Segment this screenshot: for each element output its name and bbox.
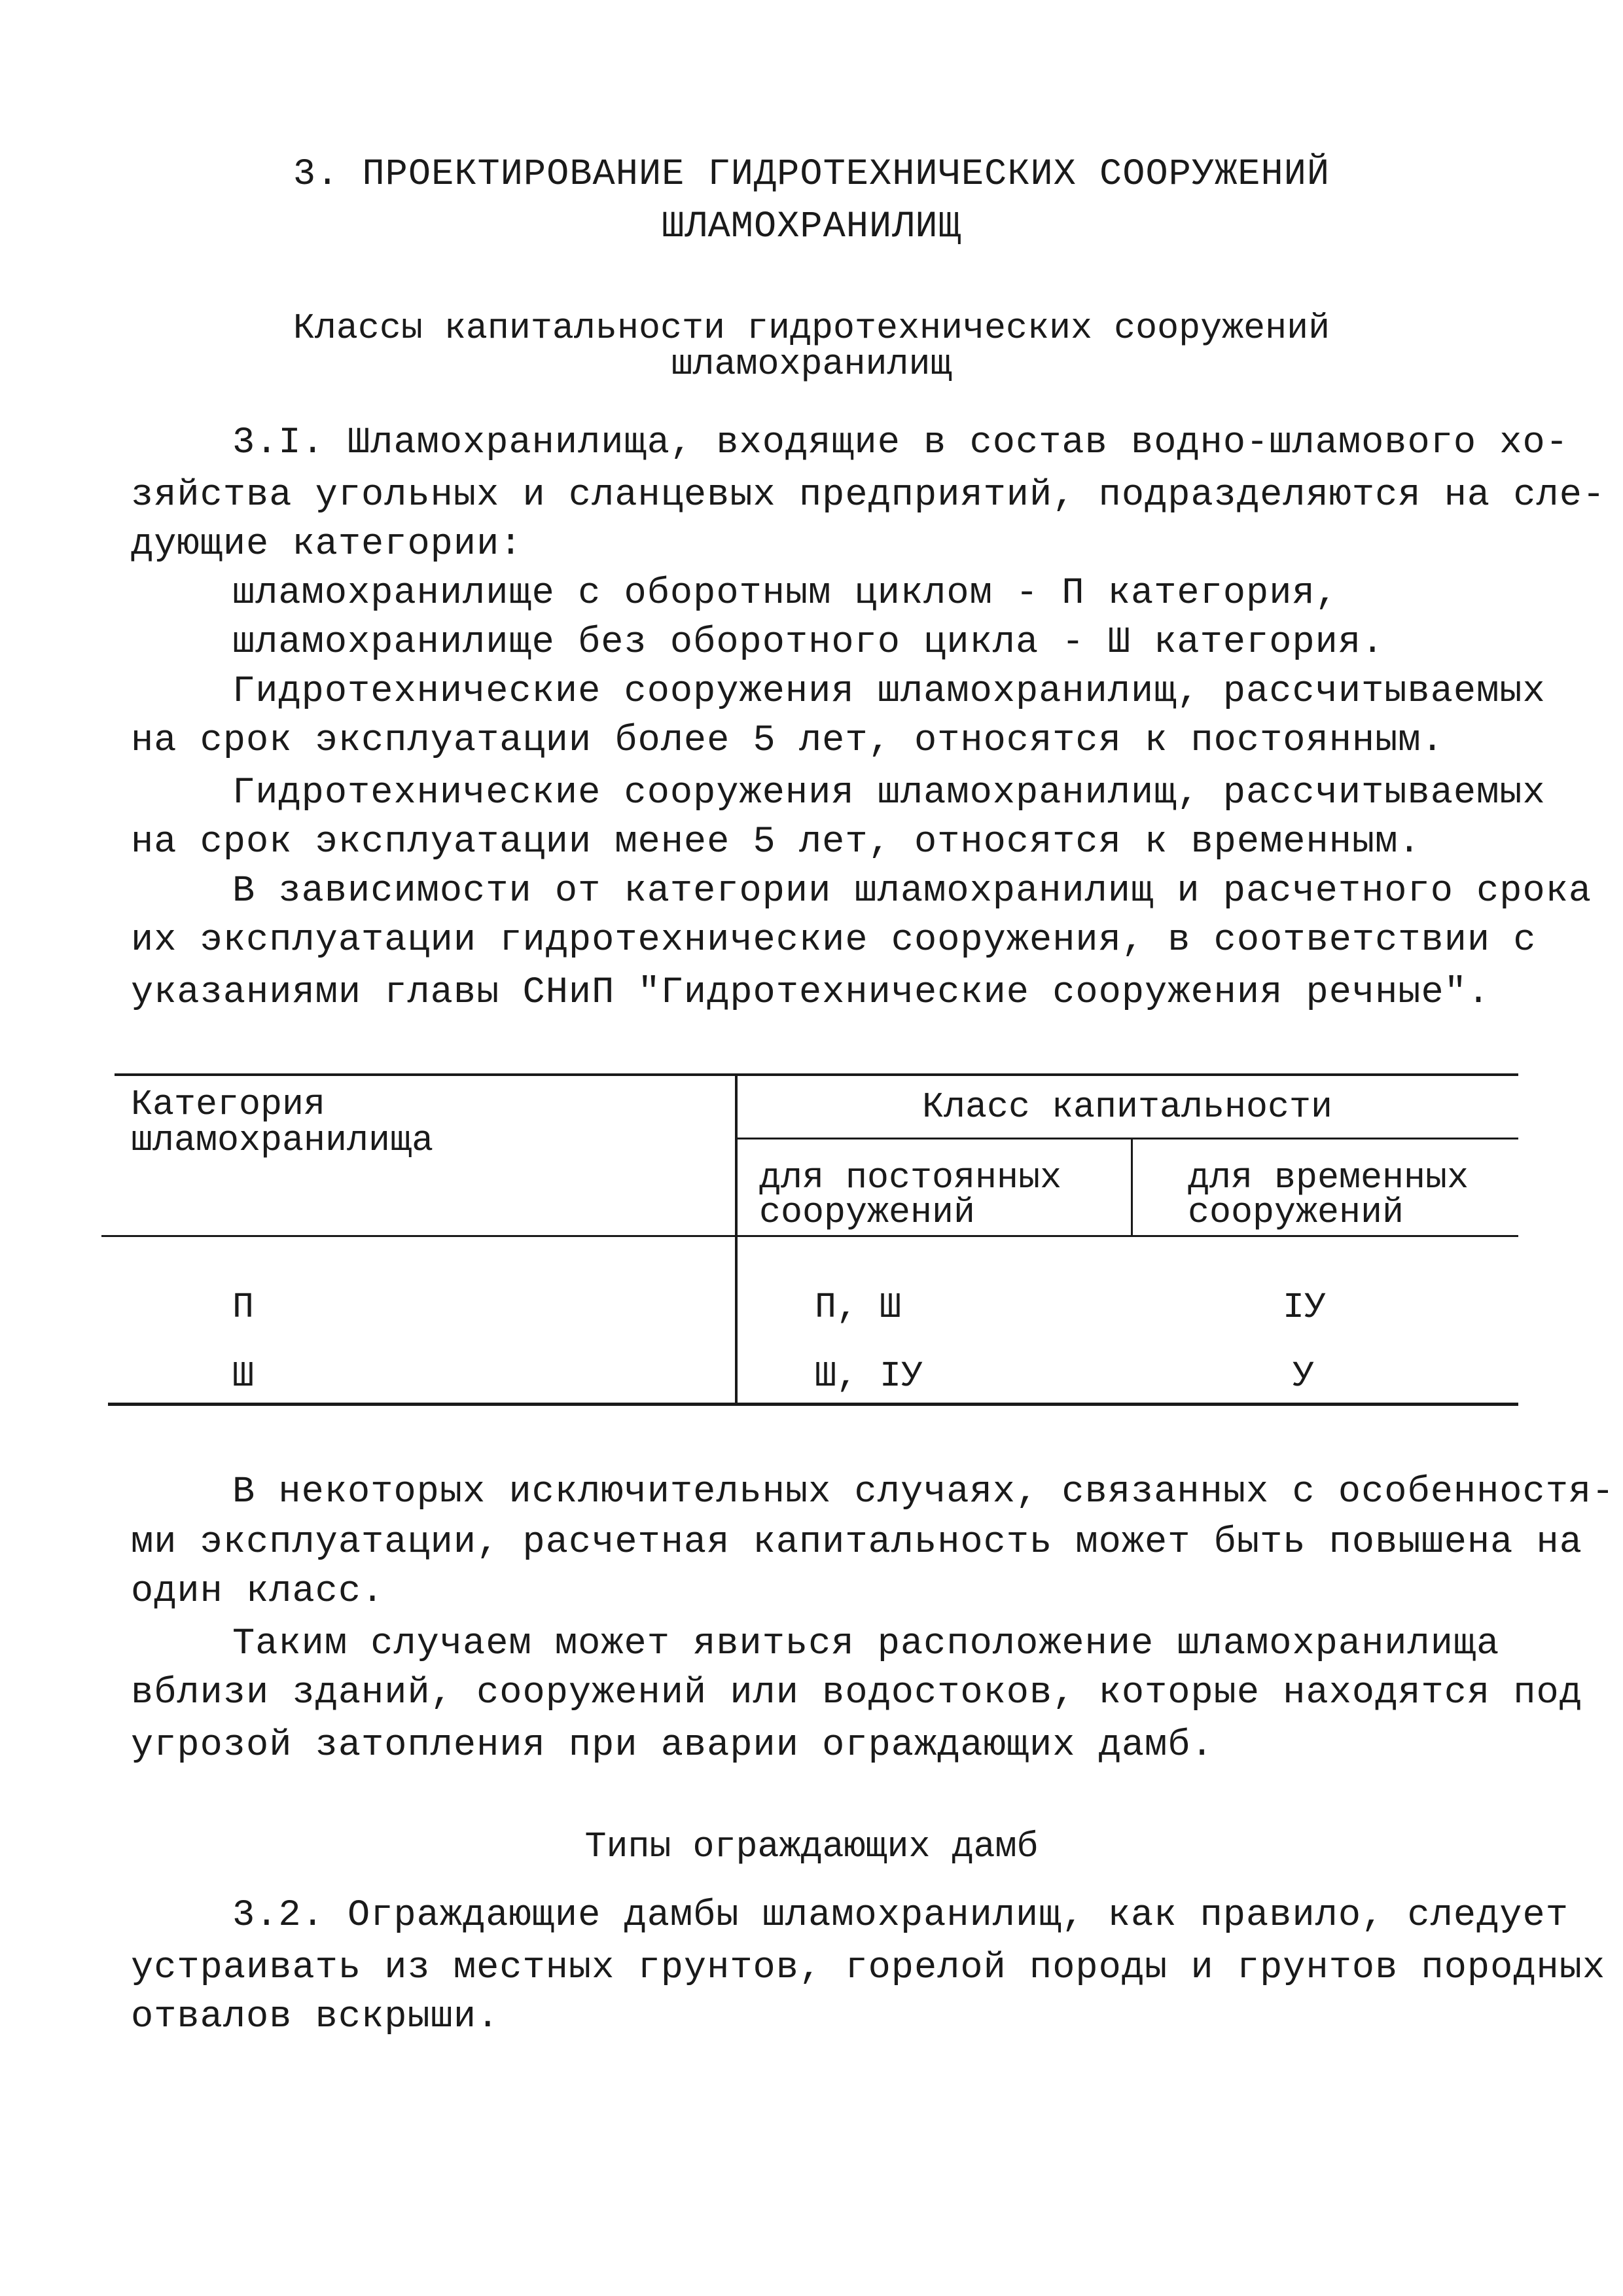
para-3-1-line: Гидротехнические сооружения шламохранилищ, рассчитываемых <box>232 772 1546 814</box>
para-exceptions-line: один класс. <box>131 1571 385 1613</box>
table-top-rule <box>115 1073 1518 1076</box>
table-header-rule <box>101 1235 1518 1237</box>
para-3-2-line: 3.2. Ограждающие дамбы шламохранилищ, как правило, следует <box>232 1895 1569 1937</box>
table-header-capital-class: Класс капитальности <box>921 1086 1333 1128</box>
para-exceptions-line: ми эксплуатации, расчетная капитальность может быть повышена на <box>131 1522 1582 1564</box>
para-exceptions-line: вблизи зданий, сооружений или водостоков, которые находятся под <box>131 1672 1582 1714</box>
para-exceptions-line: В некоторых исключительных случаях, связанных с особенностя- <box>232 1471 1615 1513</box>
para-3-2-line: отвалов вскрыши. <box>131 1996 500 2038</box>
table-header-permanent: для постоянных <box>759 1157 1062 1198</box>
table-cell-category: Ш <box>232 1355 255 1397</box>
para-3-1-line: зяйства угольных и сланцевых предприятий, подразделяются на сле- <box>131 475 1606 516</box>
table-header-permanent: сооружений <box>759 1192 976 1233</box>
table-header-category: шламохранилища <box>131 1120 434 1161</box>
para-3-1-line: на срок эксплуатации более 5 лет, относятся к постоянным. <box>131 720 1444 762</box>
para-3-1-line: указаниями главы СНиП "Гидротехнические сооружения речные". <box>131 972 1491 1014</box>
table-bottom-rule <box>108 1403 1518 1406</box>
para-3-1-line: шламохранилище с оборотным циклом - П категория, <box>232 573 1338 615</box>
table-group-rule <box>736 1138 1518 1139</box>
table-cell-temporary: IУ <box>1283 1287 1327 1328</box>
subsection-heading-dam-types: Типы ограждающих дамб <box>584 1826 1039 1867</box>
para-exceptions-line: Таким случаем может явиться расположение шламохранилища <box>232 1623 1500 1665</box>
table-cell-temporary: У <box>1293 1355 1315 1397</box>
subsection-heading-line1: Классы капитальности гидротехнических сооружений <box>293 308 1330 349</box>
table-header-temporary: для временных <box>1188 1157 1469 1198</box>
table-cell-category: П <box>232 1287 255 1328</box>
subsection-heading-line2: шламохранилищ <box>671 344 952 385</box>
section-title-line2: ШЛАМОХРАНИЛИЩ <box>662 206 961 248</box>
para-3-1-line: их эксплуатации гидротехнические сооружения, в соответствии с <box>131 920 1537 961</box>
para-exceptions-line: угрозой затопления при аварии ограждающих дамб. <box>131 1725 1214 1767</box>
para-3-1-line: шламохранилище без оборотного цикла - Ш категория. <box>232 622 1385 664</box>
table-subcol-rule <box>1131 1139 1133 1237</box>
table-header-category: Категория <box>131 1084 326 1125</box>
table-header-temporary: сооружений <box>1188 1192 1404 1233</box>
para-3-2-line: устраивать из местных грунтов, горелой породы и грунтов породных <box>131 1947 1606 1989</box>
para-3-1-line: дующие категории: <box>131 524 523 565</box>
para-3-1-line: 3.I. Шламохранилища, входящие в состав водно-шламового хо- <box>232 422 1569 464</box>
section-title-line1: 3. ПРОЕКТИРОВАНИЕ ГИДРОТЕХНИЧЕСКИХ СООРУЖЕНИЙ <box>293 154 1330 196</box>
table-cell-permanent: П, Ш <box>815 1287 902 1328</box>
table-cell-permanent: Ш, IУ <box>815 1355 923 1397</box>
para-3-1-line: на срок эксплуатации менее 5 лет, относятся к временным. <box>131 821 1421 863</box>
para-3-1-line: Гидротехнические сооружения шламохранилищ, рассчитываемых <box>232 671 1546 713</box>
para-3-1-line: В зависимости от категории шламохранилищ и расчетного срока <box>232 870 1592 912</box>
